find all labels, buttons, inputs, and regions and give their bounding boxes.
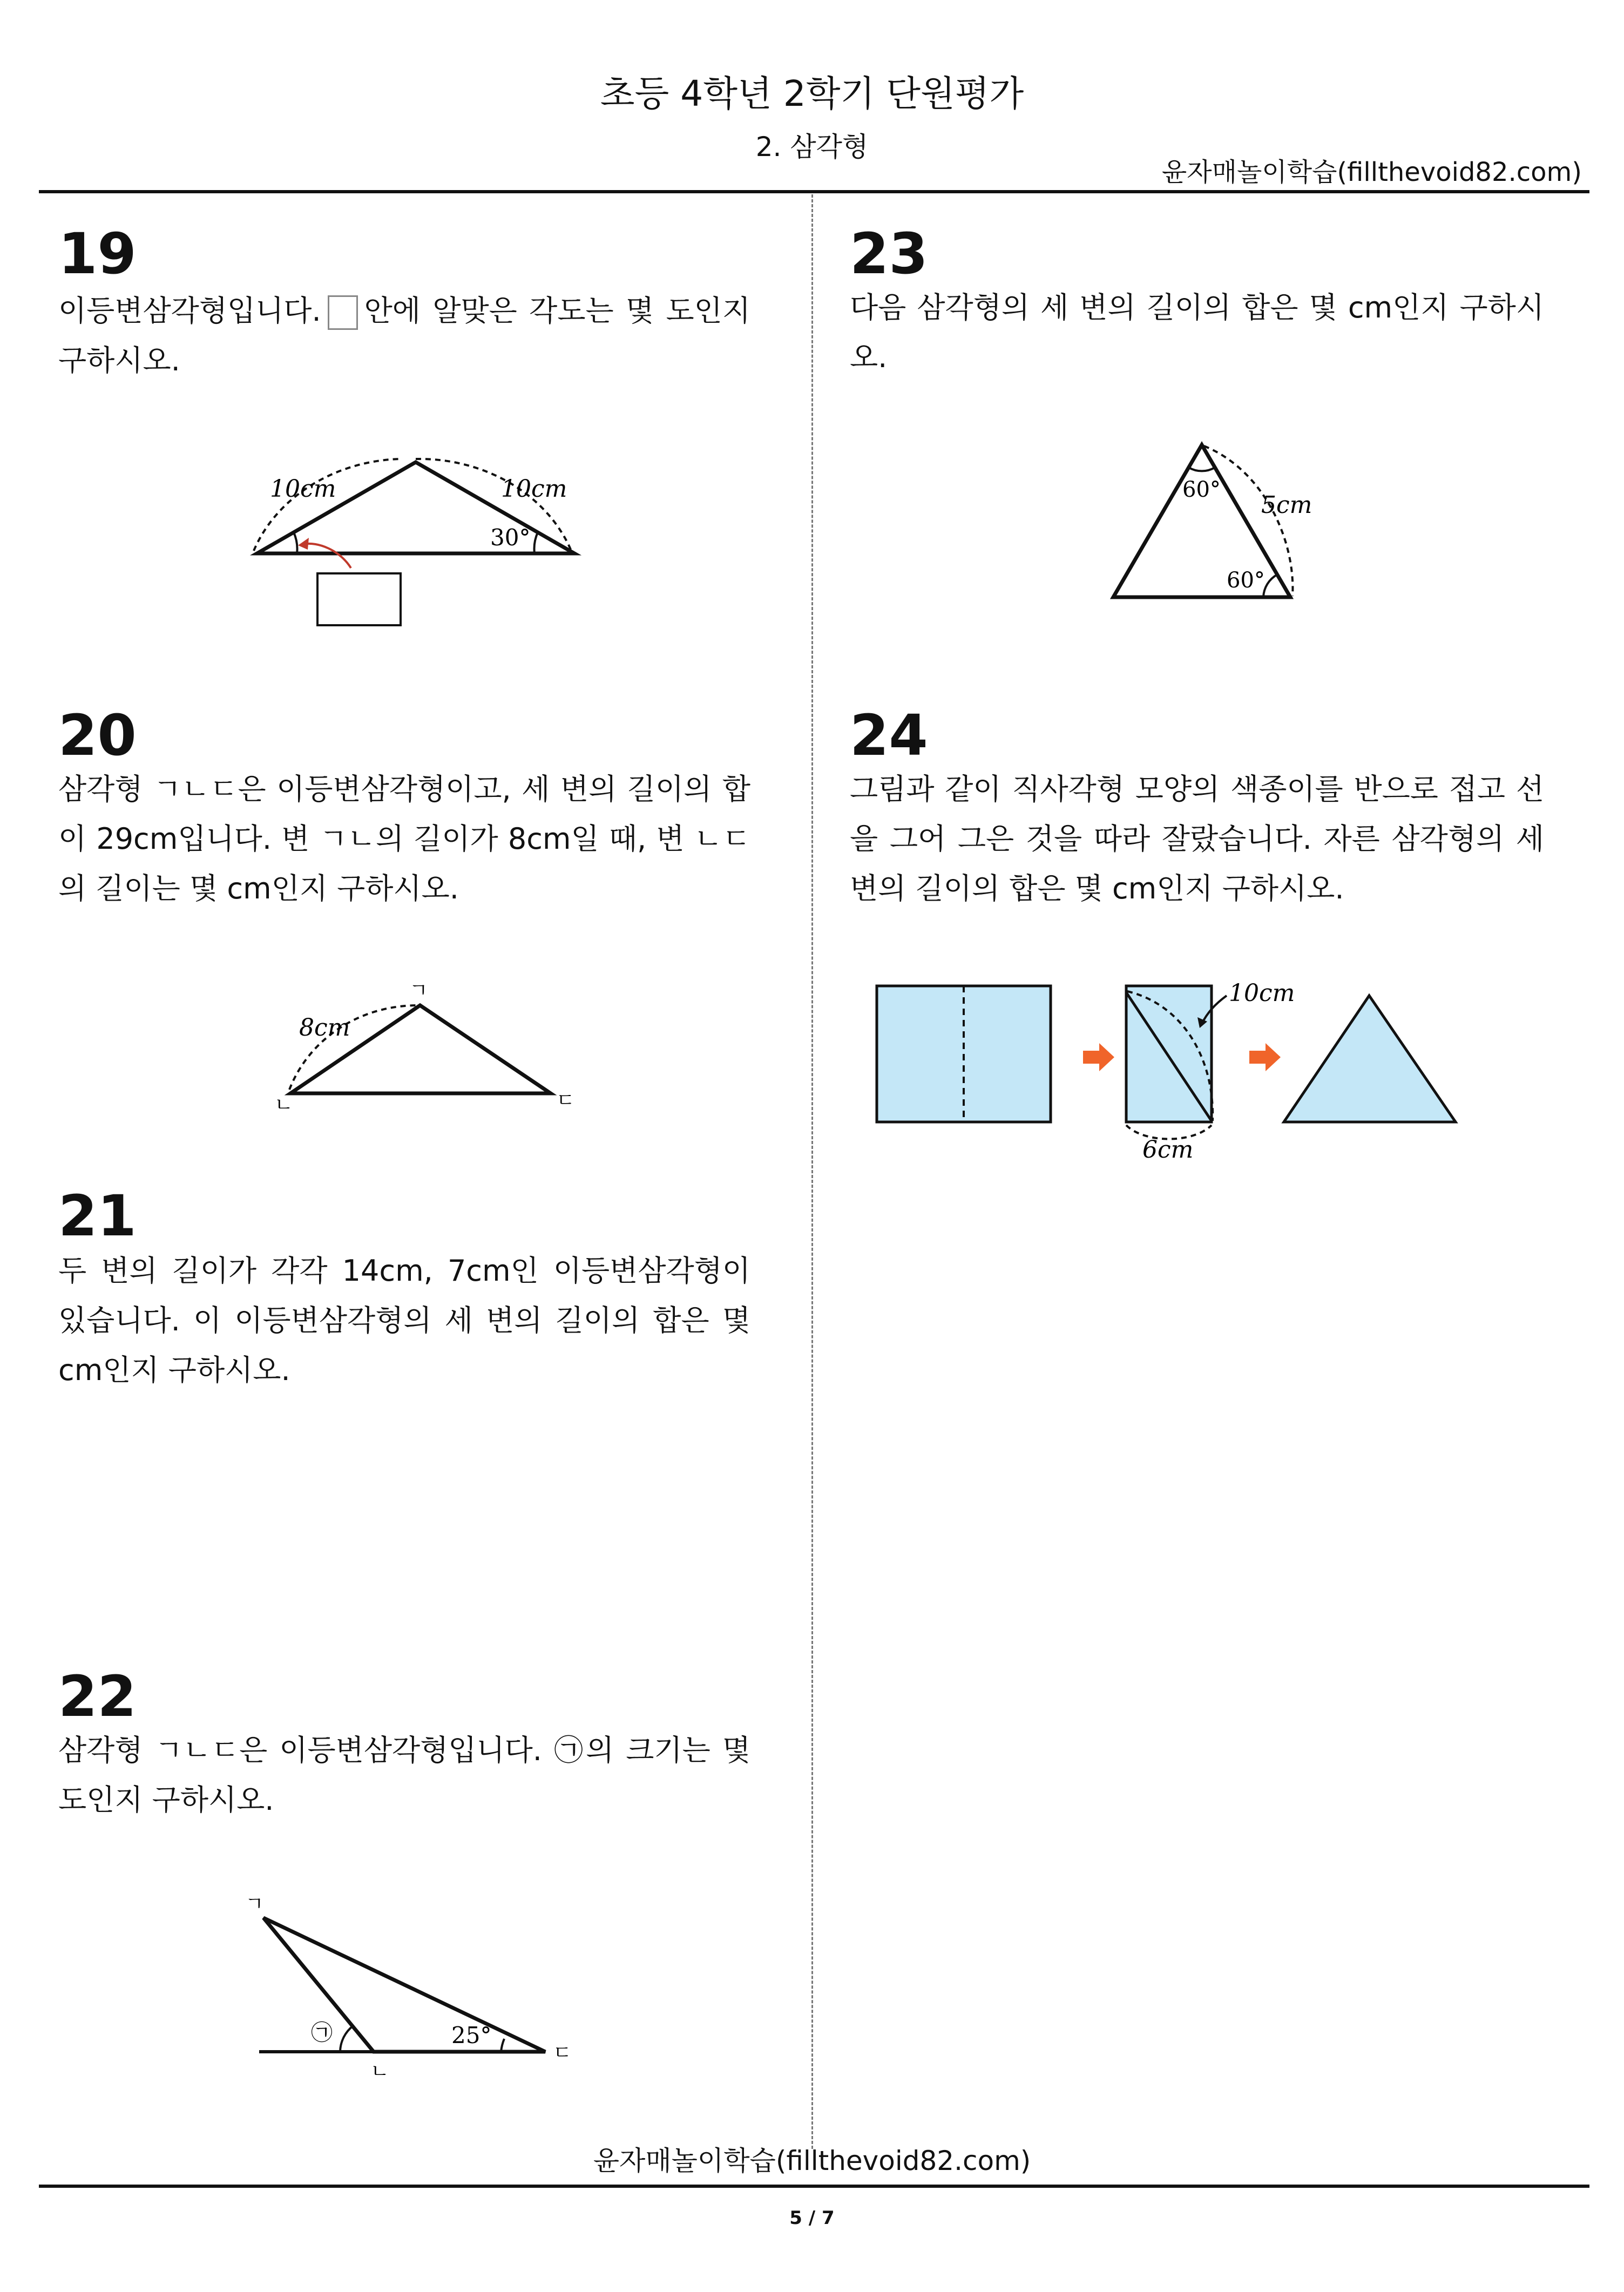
- q24-arrow-1: [1083, 1043, 1114, 1071]
- q19-pointer-arrow: [302, 544, 351, 568]
- question-20-number: 20: [58, 702, 137, 768]
- q23-top-angle-arc: [1189, 468, 1215, 471]
- q19-right-angle-arc: [534, 532, 538, 553]
- q19-left-dimension-arc: [254, 459, 400, 551]
- question-24-figure: [869, 972, 1517, 1166]
- q23-bottom-angle-arc: [1263, 574, 1277, 597]
- q19-angle-label: 30°: [490, 524, 531, 551]
- q19-right-side-label: 10cm: [501, 475, 567, 503]
- question-23-figure: [1101, 432, 1350, 610]
- q23-top-angle-label: 60°: [1182, 477, 1221, 502]
- header-rule: [39, 190, 1589, 193]
- q19-arrowhead: [298, 538, 309, 550]
- column-divider: [811, 194, 813, 2149]
- q19-answer-box: [317, 573, 401, 625]
- q24-diagonal-label: 10cm: [1229, 979, 1295, 1007]
- q22-vertex-a: ㄱ: [245, 1893, 264, 1915]
- q24-result-triangle: [1284, 996, 1456, 1122]
- page-number: 5 / 7: [789, 2207, 835, 2229]
- site-credit-header: 윤자매놀이학습(fillthevoid82.com): [1161, 157, 1582, 187]
- question-20-figure: [265, 972, 588, 1112]
- q23-bottom-angle-label: 60°: [1227, 568, 1265, 593]
- q22-triangle: [263, 1918, 545, 2052]
- question-23-text: 다음 삼각형의 세 변의 길이의 합은 몇 cm인지 구하시오.: [850, 290, 1544, 374]
- question-19-text-after: 안에 알맞은 각도는 몇 도인지 구하시오.: [58, 294, 750, 377]
- question-23-number: 23: [850, 221, 928, 287]
- q22-angle-value: 25°: [451, 2022, 492, 2048]
- unit-subtitle: 2. 삼각형: [755, 131, 869, 163]
- q19-left-side-label: 10cm: [270, 475, 336, 503]
- question-21-text: 두 변의 길이가 각각 14cm, 7cm인 이등변삼각형이 있습니다. 이 이등변삼각형의 세 변의 길이의 합은 몇 cm인지 구하시오.: [58, 1254, 750, 1387]
- question-19-text-before: 이등변삼각형입니다.: [58, 294, 321, 328]
- page-title: 초등 4학년 2학기 단원평가: [600, 73, 1024, 114]
- q24-arrow-2: [1249, 1043, 1281, 1071]
- q22-angle-arc-a: [340, 2026, 353, 2052]
- q20-vertex-c: ㄷ: [556, 1090, 575, 1112]
- q19-left-angle-arc: [294, 532, 297, 553]
- question-22-text: 삼각형 ㄱㄴㄷ은 이등변삼각형입니다. ㉠의 크기는 몇 도인지 구하시오.: [58, 1733, 750, 1817]
- q20-side-label: 8cm: [299, 1014, 350, 1042]
- q22-vertex-b: ㄴ: [370, 2060, 389, 2083]
- question-22-number: 22: [58, 1664, 137, 1729]
- q24-width-label: 6cm: [1142, 1136, 1194, 1164]
- q20-vertex-b: ㄴ: [274, 1094, 293, 1112]
- site-credit-footer: 윤자매놀이학습(fillthevoid82.com): [593, 2145, 1031, 2176]
- question-24-number: 24: [850, 702, 928, 768]
- q20-vertex-a: ㄱ: [409, 979, 428, 1002]
- q23-side-label: 5cm: [1261, 491, 1312, 519]
- footer-rule: [39, 2185, 1589, 2188]
- answer-box-inline: [328, 295, 358, 330]
- q22-angle-arc-c: [501, 2039, 504, 2052]
- question-21-number: 21: [58, 1183, 137, 1249]
- q22-vertex-c: ㄷ: [553, 2042, 572, 2064]
- question-19-figure: [238, 443, 615, 637]
- question-19-text: [58, 286, 750, 386]
- question-24-text: 그림과 같이 직사각형 모양의 색종이를 반으로 접고 선을 그어 그은 것을 따라 잘랐습니다. 자른 삼각형의 세 변의 길이의 합은 몇 cm인지 구하시오.: [850, 772, 1544, 905]
- question-19-number: 19: [58, 221, 137, 287]
- question-22-figure: [238, 1879, 583, 2084]
- q22-angle-label: ㉠: [311, 2020, 333, 2045]
- question-20-text: 삼각형 ㄱㄴㄷ은 이등변삼각형이고, 세 변의 길이의 합이 29cm입니다. 변 ㄱㄴ의 길이가 8cm일 때, 변 ㄴㄷ의 길이는 몇 cm인지 구하시오.: [58, 772, 750, 905]
